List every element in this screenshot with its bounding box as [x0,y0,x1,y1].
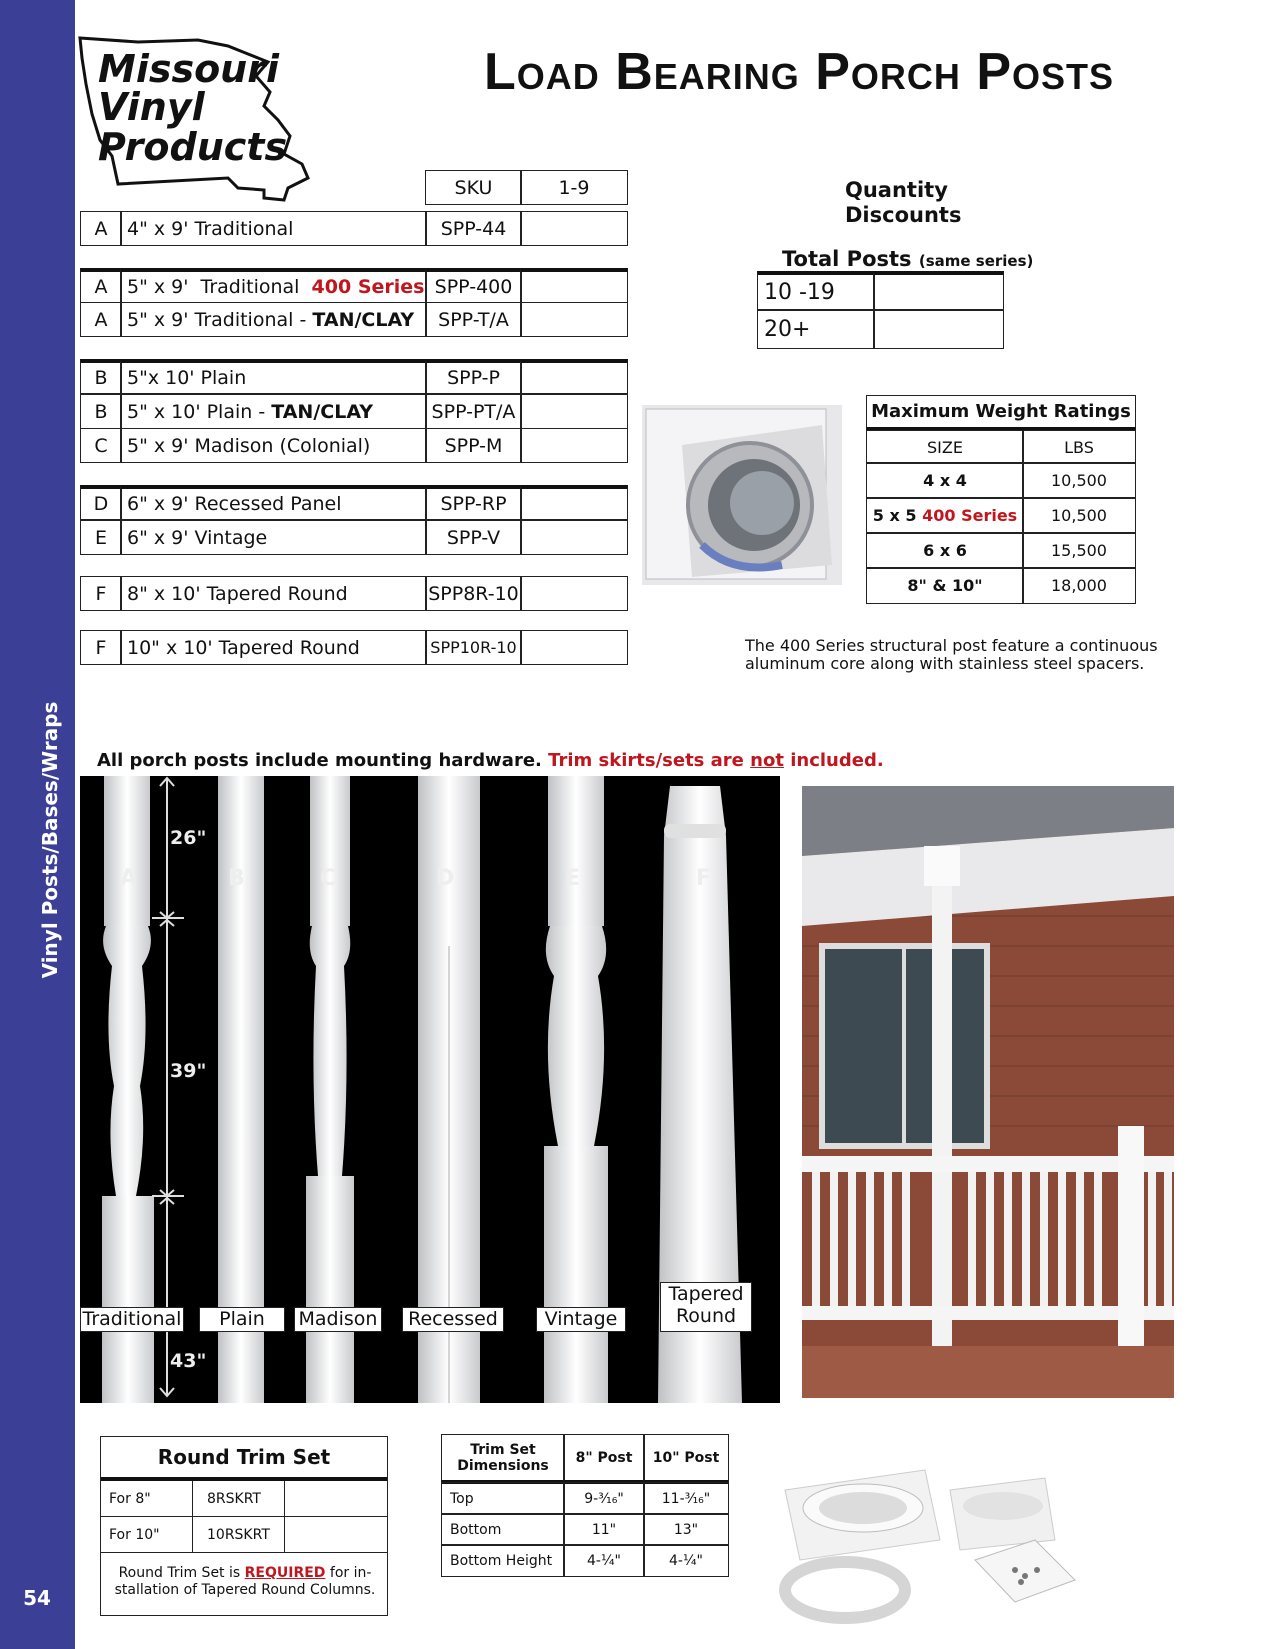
discount-tier-2-price [873,309,1004,349]
product-price [520,630,628,665]
tsd-value-10: 11-³⁄₁₆" [643,1482,729,1515]
notice-red-post: included. [783,750,884,771]
weight-size-header: SIZE [866,430,1024,464]
page-number: 54 [23,1586,51,1610]
tsd-row-label: Bottom [441,1513,565,1546]
post-letter: A [120,866,138,891]
product-name [120,576,427,611]
round-trim-set-title: Round Trim Set [101,1437,387,1481]
rts-label-10: For 10" [101,1517,193,1552]
product-code: D [80,485,122,520]
weight-size [866,567,1024,604]
product-sku: SPP-PT/A [425,394,522,429]
weight-lbs: 10,500 [1022,497,1136,534]
product-name [120,630,427,665]
weight-size-text: 5 x 5 [872,506,923,525]
product-code: F [80,576,122,611]
weight-lbs: 15,500 [1022,532,1136,569]
product-name-text: 4" x 9' Traditional [127,217,294,240]
logo-text-line3: Products [98,125,288,169]
product-name-text: 6" x 9' Vintage [127,526,268,549]
sku-header: SKU [425,170,522,205]
product-sku: SPP-M [425,428,522,463]
measure-top: 26" [170,827,207,849]
tsd-value-10: 13" [643,1513,729,1546]
rts-sku-8: 8RSKRT [193,1481,285,1516]
post-letter: B [228,866,245,891]
porch-photo [802,786,1174,1398]
rts-row-8 [101,1481,387,1517]
style-tag-tapered-round [660,1282,752,1332]
total-posts-note: (same series) [918,252,1034,270]
tsd-value-8: 11" [563,1513,645,1546]
total-posts-text: Total Posts [782,247,912,271]
product-name-text: 5"x 10' Plain [127,367,247,389]
weight-size [866,462,1024,499]
product-sku: SPP-400 [425,268,522,303]
discount-tier-1-price [873,271,1004,311]
style-tag-madison: Madison [294,1307,382,1332]
product-name [120,394,427,429]
product-sku: SPP-RP [425,485,522,520]
product-code: B [80,359,122,394]
product-name [120,428,427,463]
weight-size-text: 6 x 6 [923,541,967,560]
product-price [520,268,628,303]
weight-size-text: 8" & 10" [907,576,983,595]
company-logo [78,36,338,204]
core-photo [642,405,842,585]
product-code: B [80,394,122,429]
product-name-text: 6" x 9' Recessed Panel [127,493,342,515]
qd-title-line2: Discounts [845,203,962,227]
product-sku: SPP-V [425,520,522,555]
style-tag-vintage: Vintage [536,1307,626,1332]
notice-red-underline: not [750,750,784,771]
post-letter: E [565,866,581,891]
rts-note-pre: Round Trim Set is [118,1565,245,1581]
style-tag-traditional: Traditional [80,1307,184,1332]
product-name [120,520,427,555]
product-code: A [80,211,122,246]
product-name-text: 5" x 9' Madison (Colonial) [127,434,371,457]
product-name [120,359,427,394]
tsd-row-label: Top [441,1482,565,1515]
product-name-text: 5" x 9' Traditional - [127,308,313,331]
quantity-discounts-title [845,178,962,228]
product-sku: SPP-44 [425,211,522,246]
tsd-header-line1: Trim Set [470,1441,536,1458]
tsd-header-line2: Dimensions [457,1457,549,1474]
tsd-header [441,1434,565,1484]
product-color-variant: TAN/CLAY [271,400,373,423]
qty-header: 1-9 [520,170,628,205]
product-color-variant: TAN/CLAY [312,308,415,331]
post-letter: C [320,866,337,891]
product-price [520,302,628,337]
post-letter: D [436,866,455,891]
product-name [120,485,427,520]
product-price [520,359,628,394]
trim-set-photo [775,1430,1125,1630]
product-name-text: 10" x 10' Tapered Round [127,636,360,659]
discount-tier-2: 20+ [757,309,875,349]
tsd-col-8: 8" Post [563,1434,645,1484]
tsd-col-10: 10" Post [643,1434,729,1484]
product-price [520,211,628,246]
tsd-row-label: Bottom Height [441,1544,565,1577]
measure-bottom: 43" [170,1350,207,1372]
product-name-text: 5" x 10' Plain - [127,400,272,423]
rts-label-8: For 8" [101,1481,193,1516]
logo-text-line1: Missouri [98,47,280,91]
product-sku: SPP10R-10 [425,630,522,665]
style-tag-tapered: Tapered [668,1283,744,1305]
weight-size [866,532,1024,569]
notice-red-pre: Trim skirts/sets are [548,750,751,771]
sidebar-label: Vinyl Posts/Bases/Wraps [38,701,62,979]
product-code: E [80,520,122,555]
weight-lbs-header: LBS [1022,430,1136,464]
page-title: Load Bearing Porch Posts [484,43,1115,101]
weight-ratings-title: Maximum Weight Ratings [866,395,1136,431]
hardware-notice [97,750,884,771]
sidebar [0,0,75,1649]
product-name-text: 5" x 9' Traditional [127,276,312,298]
weight-lbs: 10,500 [1022,462,1136,499]
style-tag-recessed: Recessed [402,1307,504,1332]
product-price [520,428,628,463]
rts-note-required: REQUIRED [244,1565,326,1581]
logo-text-line2: Vinyl [98,85,205,129]
product-sku: SPP-T/A [425,302,522,337]
style-tag-plain: Plain [199,1307,285,1332]
rts-note [107,1565,383,1599]
notice-text: All porch posts include mounting hardware. [97,750,549,771]
qd-title-line1: Quantity [845,178,948,202]
discount-tier-1: 10 -19 [757,271,875,311]
product-code: F [80,630,122,665]
style-tag-round: Round [675,1305,737,1327]
product-name-text: 8" x 10' Tapered Round [127,582,348,605]
product-code: C [80,428,122,463]
total-posts-label [782,247,1033,271]
product-name [120,302,427,337]
weight-size-text: 4 x 4 [923,471,967,490]
product-code: A [80,302,122,337]
product-series-highlight: 400 Series [311,276,425,298]
weight-size [866,497,1024,534]
product-code: A [80,268,122,303]
measure-middle: 39" [170,1060,207,1082]
product-name [120,211,427,246]
tsd-value-10: 4-¼" [643,1544,729,1577]
weight-series-highlight: 400 Series [922,506,1018,525]
rts-note-post: for in-stallation of Tapered Round Columns. [114,1565,376,1598]
product-price [520,520,628,555]
rts-row-10 [101,1517,387,1553]
post-letter: F [696,866,712,891]
rts-sku-10: 10RSKRT [193,1517,285,1552]
product-name [120,268,427,303]
weight-lbs: 18,000 [1022,567,1136,604]
product-sku: SPP8R-10 [425,576,522,611]
tsd-value-8: 9-³⁄₁₆" [563,1482,645,1515]
tsd-value-8: 4-¼" [563,1544,645,1577]
series-note: The 400 Series structural post feature a continuous aluminum core along with stainless steel spacers. [745,636,1158,673]
product-price [520,485,628,520]
product-price [520,576,628,611]
product-price [520,394,628,429]
round-trim-set-table [100,1436,388,1616]
product-sku: SPP-P [425,359,522,394]
